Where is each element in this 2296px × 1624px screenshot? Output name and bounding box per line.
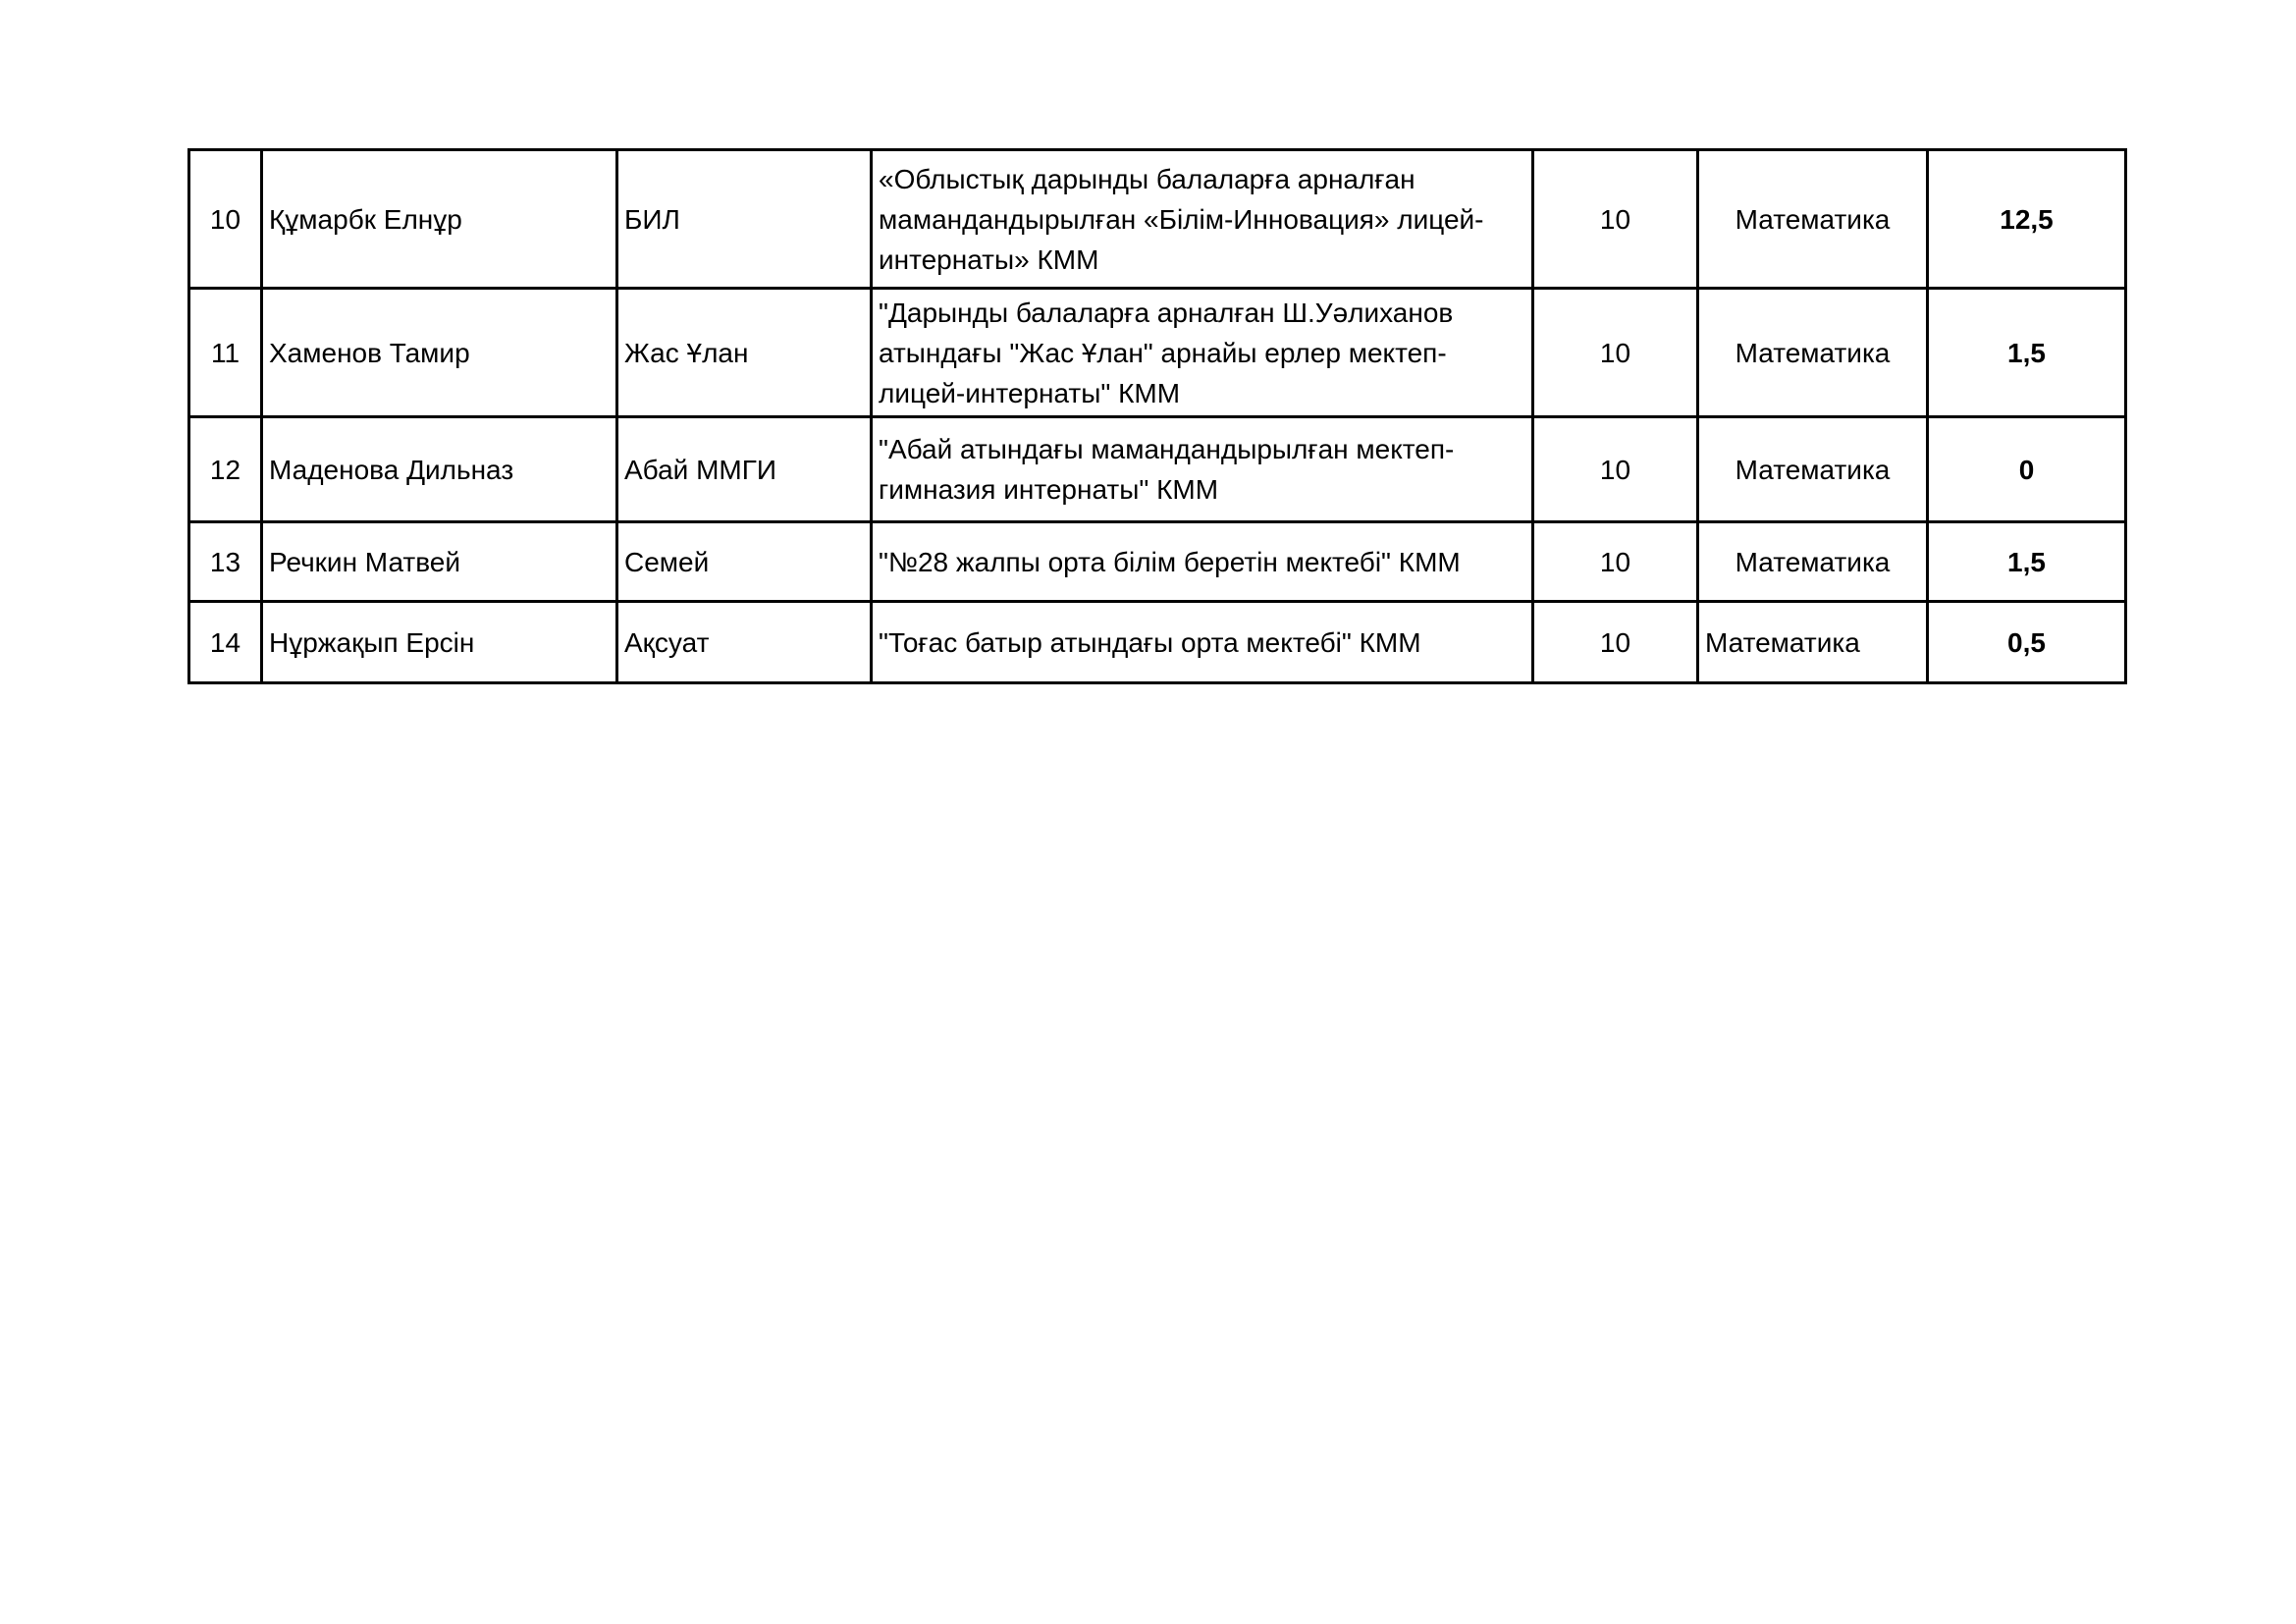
school-short-name: Ақсуат: [617, 602, 872, 683]
row-number: 14: [189, 602, 262, 683]
score: 12,5: [1928, 150, 2126, 289]
school-full-name: "Дарынды балаларға арналған Ш.Уәлиханов атындағы "Жас Ұлан" арнайы ерлер мектеп-лицей-интернаты" КММ: [872, 289, 1533, 417]
grade: 10: [1533, 522, 1698, 602]
score: 0: [1928, 417, 2126, 522]
score: 1,5: [1928, 289, 2126, 417]
student-name: Нұржақып Ерсін: [262, 602, 617, 683]
table-row: [189, 417, 2126, 522]
row-number: 11: [189, 289, 262, 417]
school-short-name: Абай ММГИ: [617, 417, 872, 522]
school-full-name: "Тоғас батыр атындағы орта мектебі" КММ: [872, 602, 1533, 683]
student-name: Речкин Матвей: [262, 522, 617, 602]
row-number: 10: [189, 150, 262, 289]
table-row: [189, 602, 2126, 683]
grade: 10: [1533, 150, 1698, 289]
grade: 10: [1533, 417, 1698, 522]
subject: Математика: [1698, 150, 1928, 289]
row-number: 13: [189, 522, 262, 602]
table-row: [189, 522, 2126, 602]
subject: Математика: [1698, 522, 1928, 602]
score: 1,5: [1928, 522, 2126, 602]
subject: Математика: [1698, 417, 1928, 522]
student-name: Маденова Дильназ: [262, 417, 617, 522]
score: 0,5: [1928, 602, 2126, 683]
school-short-name: БИЛ: [617, 150, 872, 289]
student-name: Құмарбк Елнұр: [262, 150, 617, 289]
row-number: 12: [189, 417, 262, 522]
table-row: [189, 289, 2126, 417]
school-short-name: Жас Ұлан: [617, 289, 872, 417]
grade: 10: [1533, 289, 1698, 417]
student-name: Хаменов Тамир: [262, 289, 617, 417]
school-full-name: «Облыстық дарынды балаларға арналған мамандандырылған «Білім-Инновация» лицей-интернаты» КММ: [872, 150, 1533, 289]
table-row: [189, 150, 2126, 289]
school-short-name: Семей: [617, 522, 872, 602]
results-table: [187, 148, 2127, 684]
school-full-name: "Абай атындағы мамандандырылған мектеп-гимназия интернаты" КММ: [872, 417, 1533, 522]
subject: Математика: [1698, 289, 1928, 417]
school-full-name: "№28 жалпы орта білім беретін мектебі" КММ: [872, 522, 1533, 602]
subject: Математика: [1698, 602, 1928, 683]
grade: 10: [1533, 602, 1698, 683]
